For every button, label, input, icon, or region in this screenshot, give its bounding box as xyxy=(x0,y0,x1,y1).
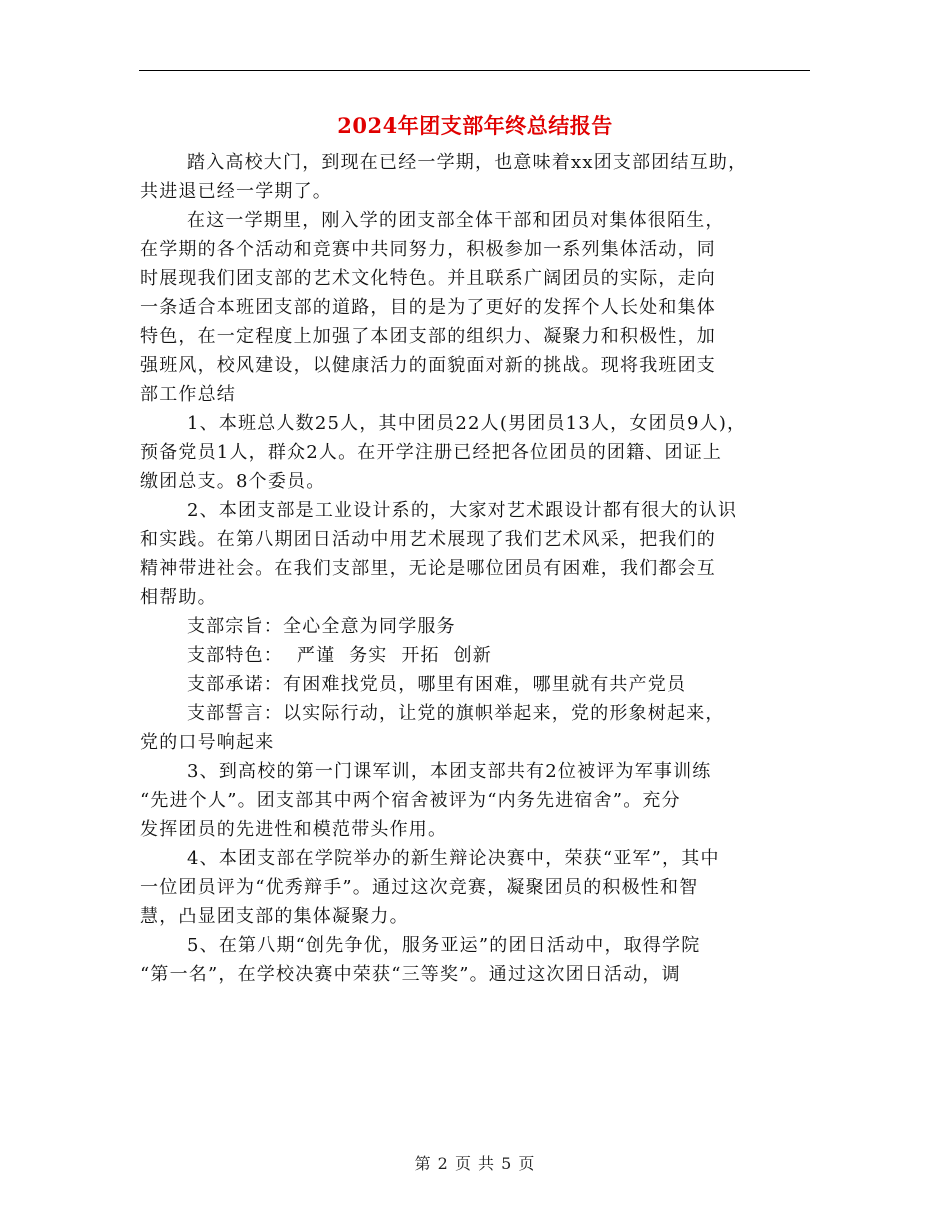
text-line: 1、本班总人数25人，其中团员22人(男团员13人，女团员9人)， xyxy=(187,413,747,434)
text-line: 精神带进社会。在我们支部里，无论是哪位团员有困难，我们都会互 xyxy=(140,558,716,579)
text-line: 支部宗旨：全心全意为同学服务 xyxy=(187,616,456,637)
text-line: 共进退已经一学期了。 xyxy=(140,181,332,202)
text-line: “先进个人”。团支部其中两个宿舍被评为“内务先进宿舍”。充分 xyxy=(140,790,681,811)
text-line: 在学期的各个活动和竞赛中共同努力，积极参加一系列集体活动，同 xyxy=(140,239,716,260)
text-line: 和实践。在第八期团日活动中用艺术展现了我们艺术风采，把我们的 xyxy=(140,529,716,550)
text-line: 在这一学期里，刚入学的团支部全体干部和团员对集体很陌生， xyxy=(187,210,725,231)
text-line: 一位团员评为“优秀辩手”。通过这次竞赛，凝聚团员的积极性和智 xyxy=(140,877,699,898)
document-body xyxy=(140,148,820,989)
text-line: 慧，凸显团支部的集体凝聚力。 xyxy=(140,906,409,927)
text-line: 相帮助。 xyxy=(140,587,217,608)
text-line: 党的口号响起来 xyxy=(140,732,275,753)
text-line: 支部誓言：以实际行动，让党的旗帜举起来，党的形象树起来， xyxy=(187,703,725,724)
text-line: 预备党员1人，群众2人。在开学注册已经把各位团员的团籍、团证上 xyxy=(140,442,723,463)
text-line: 2、本团支部是工业设计系的，大家对艺术跟设计都有很大的认识 xyxy=(187,500,738,521)
text-line: 4、本团支部在学院举办的新生辩论决赛中，荣获“亚军”，其中 xyxy=(187,848,720,869)
text-line: 缴团总支。8个委员。 xyxy=(140,471,326,492)
text-line: 特色，在一定程度上加强了本团支部的组织力、凝聚力和积极性，加 xyxy=(140,326,716,347)
header-rule xyxy=(139,70,810,71)
text-line: 5、在第八期“创先争优，服务亚运”的团日活动中，取得学院 xyxy=(187,935,701,956)
text-line: 支部特色： 严谨 务实 开拓 创新 xyxy=(187,645,492,666)
text-line: 时展现我们团支部的艺术文化特色。并且联系广阔团员的实际，走向 xyxy=(140,268,716,289)
text-line: 支部承诺：有困难找党员，哪里有困难，哪里就有共产党员 xyxy=(187,674,687,695)
text-line: 一条适合本班团支部的道路，目的是为了更好的发挥个人长处和集体 xyxy=(140,297,716,318)
text-line: 3、到高校的第一门课军训，本团支部共有2位被评为军事训练 xyxy=(187,761,712,782)
text-line: 发挥团员的先进性和模范带头作用。 xyxy=(140,819,448,840)
text-line: 强班风，校风建设，以健康活力的面貌面对新的挑战。现将我班团支 xyxy=(140,355,716,376)
text-line: 踏入高校大门，到现在已经一学期，也意味着xx团支部团结互助， xyxy=(187,152,748,173)
page-number: 第 2 页 共 5 页 xyxy=(414,1154,536,1173)
text-line: 部工作总结 xyxy=(140,384,236,405)
document-title: 2024年团支部年终总结报告 xyxy=(337,113,613,138)
text-line: “第一名”，在学校决赛中荣获“三等奖”。通过这次团日活动，调 xyxy=(140,964,681,985)
